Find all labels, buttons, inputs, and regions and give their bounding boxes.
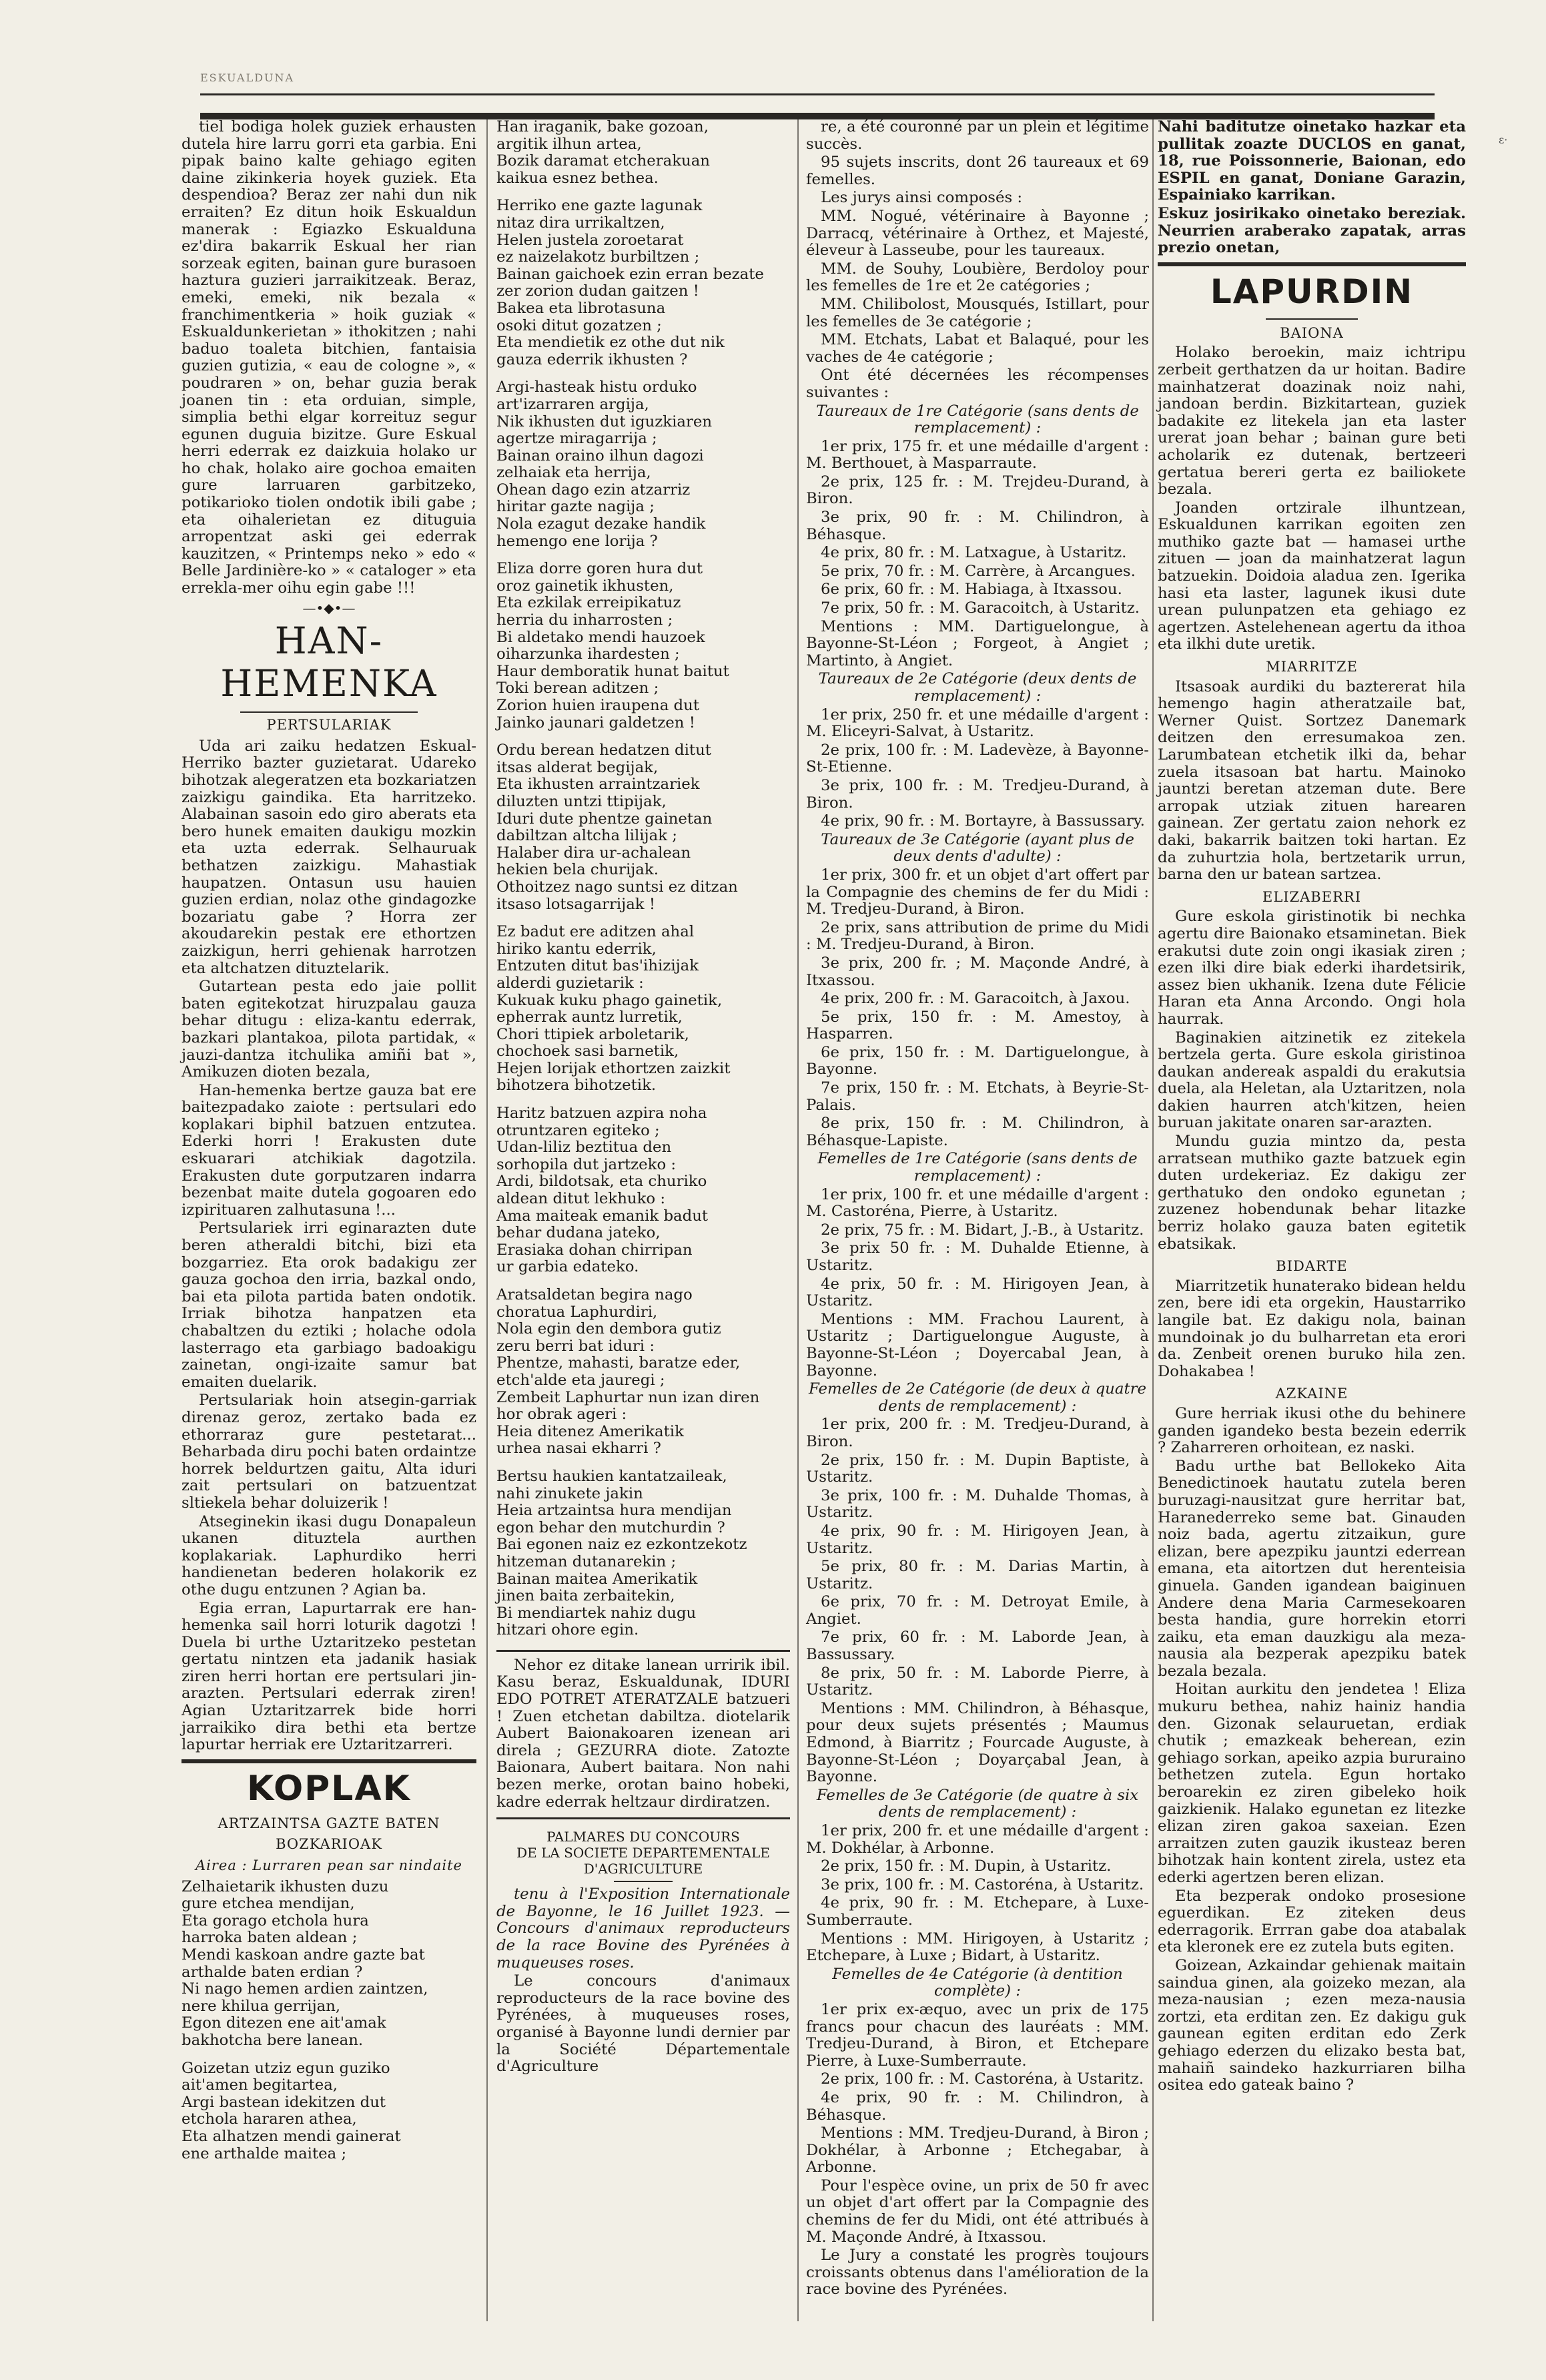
verse-line: itsaso lotsagarrijak ! (496, 895, 656, 913)
verse-line: Chori ttipiek arboletarik, (496, 1025, 689, 1043)
verse-line: herria du inharrosten ; (496, 611, 673, 629)
prize-entry: 6e prix, 60 fr. : M. Habiaga, à Itxassou. (821, 581, 1122, 599)
prize-entry: 4e prix, 90 fr. : M. Chilindron, à Béhasque. (806, 2088, 1149, 2124)
verse-line: Argi-hasteak histu orduko (496, 378, 697, 396)
stanza (496, 561, 790, 731)
verse-line: hitzeman dutanarekin ; (496, 1552, 677, 1570)
verse-line: epherrak auntz lurretik, (496, 1008, 683, 1026)
prize-entry: 2e prix, 150 fr. : M. Dupin, à Ustaritz. (821, 1857, 1112, 1875)
prize-entry: 2e prix, 100 fr. : M. Ladevèze, à Bayonne-St-Etienne. (806, 741, 1149, 776)
prize-entry: 4e prix, 90 fr. : M. Hirigoyen Jean, à Ustaritz. (806, 1522, 1149, 1557)
prize-entry: re, a été couronné par un plein et légitime succès. (806, 118, 1149, 153)
prize-entry: 1er prix, 175 fr. et une médaille d'argent : M. Berthouet, à Masparraute. (806, 437, 1149, 473)
verse-line: Zelhaietarik ikhusten duzu (181, 1877, 389, 1895)
prize-entry: MM. Etchats, Labat et Balaqué, pour les vaches de 4e catégorie ; (806, 331, 1149, 366)
verse-line: Udan-liliz beztitua den (496, 1139, 672, 1157)
prize-entry: 2e prix, sans attribution de prime du Midi : M. Tredjeu-Durand, à Biron. (806, 918, 1149, 954)
verse-line: oroz gainetik ikhusten, (496, 577, 674, 595)
verse-line: Halaber dira ur-achalean (496, 844, 691, 862)
verse-line: hor obrak ageri : (496, 1406, 627, 1424)
verse-line: agertze miragarrija ; (496, 430, 657, 448)
paragraph: Goizean, Azkaindar gehienak maitain saindua ginen, ala goizeko mezan, ala meza-nausian ; ezen meza-nausia zortzi, eta erditan zen. Ez dakigu guk gaunean egiten erditan edo Zerk gehiago ederzen du elizako besta bat, mahaiñ saindeko hazkurriaren bilha ositea edo gateak baino ? (1158, 1956, 1466, 2094)
verse-line: kaikua esnez bethea. (496, 169, 659, 187)
prize-entry: Mentions : MM. Dartiguelongue, à Bayonne-St-Léon ; Forgeot, à Angiet ; Martinto, à Angiet. (806, 617, 1149, 669)
prize-entry: 7e prix, 60 fr. : M. Laborde Jean, à Bassussary. (806, 1628, 1149, 1664)
paragraph: Miarritzetik hunaterako bidean heldu zen, bere idi eta orgekin, Haustarriko langile bat. Ez dakigu nola, bainan mundoinak jo du bulharretan eta erori da. Zenbeit orenen buruko hila zen. Dohakabea ! (1158, 1277, 1466, 1380)
prize-entry: 6e prix, 70 fr. : M. Detroyat Emile, à Angiet. (806, 1593, 1149, 1628)
verse-line: etch'alde eta jauregi ; (496, 1371, 665, 1389)
prize-entry: 5e prix, 80 fr. : M. Darias Martin, à Ustaritz. (806, 1558, 1149, 1592)
paragraph: Gure eskola giristinotik bi nechka agertu dire Baionako etsaminetan. Biek erakutsi dute zoin ongi ikasiak ziren ; ezen ilki dire biak ederki ihardetsirik, assez bien ukhanik. Izena dute Félicie Haran eta Anna Arcondo. Ongi hola haurrak. (1158, 908, 1466, 1028)
verse-line: arthalde baten erdian ? (181, 1963, 363, 1981)
paragraph: Baginakien aitzinetik ez zitekela bertzela gerta. Gure eskola giristinoa daukan andereak aspaldi du erakutsia duela, ala Heletan, ala Uztaritzen, nola dakien haurren atch'kitzen, heien buruan jakitate onaren sar-arazten. (1158, 1028, 1466, 1132)
masthead-rule (200, 71, 1435, 119)
verse-line: nere khilua gerrijan, (181, 1997, 341, 2015)
verse-line: Bainan gaichoek ezin erran bezate (496, 265, 764, 283)
paragraph: tenu à l'Exposition Internationale de Bayonne, le 16 Juillet 1923. — Concours d'animaux reproducteurs de la race Bovine des Pyrénées à muqueuses roses. (496, 1885, 790, 1972)
verse-line: Bertsu haukien kantatzaileak, (496, 1467, 727, 1485)
prize-entry: MM. Nogué, vétérinaire à Bayonne ; Darracq, vétérinaire à Orthez, et Majesté, éleveur à Lasseube, pour les taureaux. (806, 207, 1149, 260)
divider (1158, 262, 1466, 266)
verse-line: Argi bastean idekitzen dut (181, 2093, 386, 2111)
paragraph: tiel bodiga holek guziek erhausten dutela hire larru gorri eta garbia. Eni pipak baino kalte gehiago egiten daine zikinkeria hoyek guziek. Eta despendioa? Beraz zer nahi dun nik erraiten? Ez ditun hoik Eskualdun manerak : Egiazko Eskualduna ez'dira bakarrik Eskual her rian sorzeak egiten, bainan gure burasoen haztura guzieri jarraikitzeak. Beraz, emeki, emeki, nik bezala « franchimentkeria » hoik guziak « Eskualdunkerietan » ithokitzen ; nahi baduo toaleta bitchien, fantaisia guzien gutizia, « eau de cologne », « poudraren » on, behar guzia berak joanen tin : eta orduian, simple, simplia bethi elgar korreituz segur egunen duguia bizitze. Gure Eskual herri ederrak ez daizkuia holako ur ho chak, holako aire gochoa emaiten gure larruaren garbitzeko, potikarioko tiolen ondotik ibili gabe ; eta oihalerietan ez dituguia arropentzat aski gei ederrak kauzitzen, « Printemps neko » edo « Belle Jardinière-ko » « cataloger » eta errekla-mer oihu egin gabe !!! (181, 118, 476, 597)
prize-entry: Pour l'espèce ovine, un prix de 50 fr avec un objet d'art offert par la Compagnie des chemins de fer du Midi, ont été attribués à M. Maçonde André, à Itxassou. (806, 2176, 1149, 2246)
prize-entry: 8e prix, 150 fr. : M. Chilindron, à Béhasque-Lapiste. (806, 1115, 1149, 1149)
verse-line: harroka baten aldean ; (181, 1929, 358, 1947)
prize-entry: Ont été décernées les récompenses suivantes : (806, 366, 1149, 401)
subheading-baiona: BAIONA (1280, 324, 1344, 341)
prize-entry: Mentions : MM. Frachou Laurent, à Ustaritz ; Dartiguelongue Auguste, à Bayonne-St-Léon ; Doyercabal Jean, à Bayonne. (806, 1310, 1149, 1380)
prize-entry: 2e prix, 150 fr. : M. Dupin Baptiste, à Ustaritz. (806, 1451, 1149, 1486)
column-2 (496, 119, 790, 2077)
category-heading: Femelles de 4e Catégorie (à dentition complète) : (832, 1965, 1123, 2000)
verse-line: dabiltzan altcha lilijak ; (496, 827, 677, 845)
verse-line: hiriko kantu ederrik, (496, 940, 657, 958)
verse-line: zer zorion dudan gaitzen ! (496, 282, 699, 300)
verse-line: ur garbia edateko. (496, 1258, 639, 1276)
air-note: Airea : Lurraren pean sar nindaite (196, 1857, 462, 1874)
verse-line: zelhaiak eta herrija, (496, 464, 651, 482)
stanza (181, 1879, 476, 2050)
prize-entry: 1er prix, 200 fr. et une médaille d'argent : M. Dokhélar, à Arbonne. (806, 1822, 1149, 1857)
verse-line: chochoek sasi barnetik, (496, 1043, 679, 1061)
heading-line: PALMARES DU CONCOURS (546, 1829, 740, 1845)
verse-line: Zembeit Laphurtar nun izan diren (496, 1388, 760, 1406)
prize-entry: 4e prix, 90 fr. : M. Bortayre, à Bassussary. (821, 812, 1145, 830)
verse-line: Ohean dago ezin atzarriz (496, 481, 691, 499)
paragraph: Mundu guzia mintzo da, pesta arratsean muthiko gazte batzuek egin duten urdekeriaz. Ez dakigu zer gerthatuko den ondoko egunetan ; zuzenez hobendunak behar litazke berriz holako gauza baten egitetik ebatsikak. (1158, 1133, 1466, 1253)
verse-line: Nola egin den dembora gutiz (496, 1320, 721, 1338)
prize-entry: Mentions : MM. Tredjeu-Durand, à Biron ; Dokhélar, à Arbonne ; Etchegabar, à Arbonne. (806, 2124, 1149, 2176)
verse-line: Erasiaka dohan chirripan (496, 1241, 693, 1259)
prize-entry: 3e prix, 100 fr. : M. Castoréna, à Ustaritz. (821, 1875, 1144, 1893)
subheading-bidarte: BIDARTE (1276, 1258, 1348, 1275)
verse-line: alderdi guzietarik : (496, 974, 644, 992)
section-title-lapurdin: LAPURDIN (1210, 272, 1414, 311)
paragraph: Egia erran, Lapurtarrak ere han-hemenka sail horri loturik dagotzi ! Duela bi urthe Uztaritzeko pestetan gertatu nintzen eta jadanik hasiak ziren herri hortan ere pertsulari jin-arazten. Pertsulari ederrak ziren! Agian Uztaritzarrek bide horri jarraikiko dira bethi eta bertze lapurtar herriak ere Uztaritzarreri. (181, 1599, 476, 1754)
prize-entry: 3e prix, 90 fr. : M. Chilindron, à Béhasque. (806, 509, 1149, 543)
prize-entry: 95 sujets inscrits, dont 26 taureaux et 69 femelles. (806, 154, 1149, 188)
paragraph: Uda ari zaiku hedatzen Eskual-Herriko bazter guzietarat. Udareko bihotzak alegeratzen eta bozkariatzen zaizkigu gaindika. Eta harritzeko. Alabainan sasoin edo giro aberats eta bero hunek emaiten daukigu mozkin eta uzta ederrak. Selhauruak bethatzen zaizkigu. Mahastiak haupatzen. Ontasun usu hauien guzien erdian, nolaz othe gindagozke bozariatu gabe ? Horra zer akoudarekin pestak ere ethortzen zaizkigun, herri gehienak harrotzen eta altchatzen dituztelarik. (181, 737, 477, 977)
verse-line: osoki ditut gozatzen ; (496, 316, 662, 334)
prize-entry: 2e prix, 100 fr. : M. Castoréna, à Ustaritz. (821, 2070, 1144, 2088)
advertisement-box (496, 1650, 790, 1819)
section-title-han-hemenka: HAN-HEMENKA (220, 619, 438, 705)
column-1 (181, 119, 476, 2173)
verse-line: Eta gorago etchola hura (181, 1911, 369, 1929)
verse-line: Bainan oraino ilhun dagozi (496, 447, 704, 465)
verse-line: nahi zinukete jakin (496, 1484, 643, 1502)
verse-line: ait'amen begitartea, (181, 2076, 338, 2094)
verse-line: Haur demboratik hunat baitut (496, 662, 729, 680)
subheading-elizaberri: ELIZABERRI (1262, 888, 1361, 905)
stanza (496, 1468, 790, 1639)
prize-entry: 3e prix 50 fr. : M. Duhalde Etienne, à Ustaritz. (806, 1239, 1149, 1274)
verse-line: behar dudana jateko, (496, 1224, 661, 1242)
verse-line: choratua Laphurdiri, (496, 1303, 658, 1321)
verse-line: hiritar gazte nagija ; (496, 498, 655, 516)
prize-entry: 5e prix, 70 fr. : M. Carrère, à Arcangues. (821, 562, 1136, 580)
paragraph: Badu urthe bat Bellokeko Aita Benedictinoek hautatu zutela beren buruzagi-nausitzat gure herritar bat, Haranederreko seme bat. Ginauden noiz bada, agertu zitzaikun, gure elizan, bere apezpiku jauntzi ederrean emana, eta aitortzen dut herenteisia ginuela. Ganden igandean baiginuen Andere dena Maria Carmesekoaren besta handia, gure horrekin etorri zaiku, eta eman dauzkigu ala meza-nausia ala bezperak apezpiku batek bezala bezala. (1158, 1457, 1466, 1680)
verse-line: Eliza dorre goren hura dut (496, 560, 703, 578)
poem (496, 119, 790, 1639)
verse-line: Hejen lorijak ethortzen zaizkit (496, 1059, 731, 1077)
verse-line: Entzuten ditut bas'ihizijak (496, 957, 699, 975)
prize-entry: Les jurys ainsi composés : (821, 189, 1023, 207)
verse-line: otruntzaren egiteko ; (496, 1121, 660, 1139)
verse-line: urhea nasai ekharri ? (496, 1440, 661, 1458)
verse-line: Eta alhatzen mendi gainerat (181, 2127, 401, 2145)
paragraph: Gutartean pesta edo jaie pollit baten egitekotzat hiruzpalau gauza behar ditugu : eliza-kantu ederrak, bazkari plantakoa, pilota partidak, « jauzi-dantza itchulika amiñi bat », Amikuzen dioten bezala, (181, 978, 476, 1081)
verse-line: Bakea eta librotasuna (496, 299, 666, 317)
verse-line: Bi mendiartek nahiz dugu (496, 1604, 697, 1622)
verse-line: Othoitzez nago suntsi ez ditzan (496, 878, 738, 896)
subheading: BOZKARIOAK (276, 1836, 382, 1853)
prize-entry: 4e prix, 90 fr. : M. Etchepare, à Luxe-Sumberraute. (806, 1894, 1149, 1929)
prize-entry: Mentions : MM. Chilindron, à Béhasque, pour deux sujets présentés ; Maumus Edmond, à Biarritz ; Fourcade Auguste, à Bayonne-St-Léon ; Doyarçabal Jean, à Bayonne. (806, 1699, 1149, 1786)
verse-line: Zorion huien iraupena dut (496, 697, 699, 714)
notice: Eskuz josirikako oinetako bereziak. Neurrien araberako zapatak, arras prezio onetan, (1158, 204, 1466, 257)
category-heading: Femelles de 3e Catégorie (de quatre à six dents de remplacement) : (816, 1786, 1139, 1821)
verse-line: Eta ezkilak erreipikatuz (496, 594, 681, 612)
verse-line: Egon ditezen ene ait'amak (181, 2014, 386, 2032)
verse-line: bakhotcha bere lanean. (181, 2031, 364, 2049)
prize-entry: 1er prix, 100 fr. et une médaille d'argent : M. Castoréna, Pierre, à Ustaritz. (806, 1185, 1149, 1221)
prize-entry: 2e prix, 125 fr. : M. Trejdeu-Durand, à Biron. (806, 473, 1149, 508)
verse-line: gauza ederrik ikhusten ? (496, 350, 688, 368)
verse-line: hemengo ene lorija ? (496, 532, 658, 550)
prize-entry: Le Jury a constaté les progrès toujours croissants obtenus dans l'amélioration de la race bovine des Pyrénées. (806, 2247, 1149, 2299)
paragraph: Nehor ez ditake lanean urririk ibil. Kasu beraz, Eskualdunak, IDURI EDO POTRET ATERATZALE batzueri ! Zuen etchetan dabiltza. diotelarik Aubert Baionakoaren izenean ari direla ; GEZURRA diote. Zatozte Baionara, Aubert baitara. Non nahi bezen merke, orotan baino hobeki, kadre ederrak heltzaur dirdiratzen. (496, 1656, 790, 1811)
prize-entry: Mentions : MM. Hirigoyen, à Ustaritz ; Etchepare, à Luxe ; Bidart, à Ustaritz. (806, 1929, 1149, 1965)
verse-line: Aratsaldetan begira nago (496, 1286, 693, 1303)
paragraph: Gure herriak ikusi othe du behinere ganden igandeko besta bezein ederrik ? Zaharreren orhoitean, ez naski. (1158, 1404, 1466, 1457)
verse-line: Ni nago hemen ardien zaintzen, (181, 1980, 428, 1998)
verse-line: itsas alderat begijak, (496, 758, 659, 776)
ornament-divider: —•◆•— (302, 599, 356, 616)
verse-line: Mendi kaskoan andre gazte bat (181, 1946, 425, 1964)
masthead-shadow-title: ESKUALDUNA (200, 71, 295, 84)
prize-entry: 1er prix, 200 fr. : M. Tredjeu-Durand, à Biron. (806, 1416, 1149, 1450)
verse-line: nitaz dira urrikaltzen, (496, 214, 665, 232)
poem (181, 1879, 476, 2163)
verse-line: aldean ditut lekhuko : (496, 1190, 666, 1208)
column-rule (1152, 119, 1154, 2321)
verse-line: art'izarraren argija, (496, 395, 649, 413)
column-4 (1158, 119, 1466, 2096)
divider (240, 711, 417, 713)
paragraph: Itsasoak aurdiki du baztererat hila hemengo hagin atheratzaile bat, Werner Quist. Sortzez Danemark deitzen den erresumakoa zen. Larumbatean etchetik ilki da, behar zuela itsasoan bat hartu. Mainoko jauntzi beretan atzeman dute. Bere arropak utziak zituen harearen gainean. Zer gertatu zaion nehork ez daki, bakarrik baitzen toki hartan. Ez da zuhurtzia hola, bertzetarik urrun, barna den ur batean sartzea. (1158, 677, 1466, 884)
stanza (496, 198, 790, 368)
prize-entry: 1er prix, 250 fr. et une médaille d'argent : M. Eliceyri-Salvat, à Ustaritz. (806, 705, 1149, 741)
verse-line: ene arthalde maitea ; (181, 2144, 347, 2162)
verse-line: Ama maiteak emanik badut (496, 1207, 709, 1225)
verse-line: Bi aldetako mendi hauzoek (496, 628, 705, 646)
page-mark: ɛ· (1499, 133, 1508, 146)
verse-line: Helen justela zoroetarat (496, 231, 684, 249)
prize-entry: 2e prix, 75 fr. : M. Bidart, J.-B., à Ustaritz. (821, 1221, 1144, 1239)
verse-line: oiharzunka ihardesten ; (496, 645, 680, 663)
prize-entry: 4e prix, 200 fr. : M. Garacoitch, à Jaxou. (821, 990, 1130, 1008)
verse-line: Eta mendietik ez othe dut nik (496, 334, 725, 352)
category-heading: Taureaux de 3e Catégorie (ayant plus de deux dents d'adulte) : (821, 830, 1134, 866)
paragraph: Le concours d'animaux reproducteurs de la race bovine des Pyrénées, à muqueuses roses, organisé à Bayonne lundi dernier par la Société Départementale d'Agriculture (496, 1972, 790, 2076)
stanza (496, 119, 790, 187)
prize-entry: 1er prix, 300 fr. et un objet d'art offert par la Compagnie des chemins de fer du Midi : M. Tredjeu-Durand, à Biron. (806, 866, 1149, 918)
column-3 (806, 119, 1149, 2300)
verse-line: Ardi, bildotsak, eta churiko (496, 1173, 707, 1191)
stanza (496, 742, 790, 913)
prize-entry: 3e prix, 100 fr. : M. Tredjeu-Durand, à Biron. (806, 776, 1149, 812)
paragraph: Pertsulariek irri eginarazten dute beren atheraldi bitchi, bizi eta bozgarriez. Eta orok badakigu zer gauza gochoa den irria, bazkal ondo, bai eta pilota partida baten ondotik. Irriak bihotza hanpatzen eta chabaltzen du eztiki ; holache odola lasterrago eta garbiago badoakigu zainetan, ongi-izaite samur bat emaiten duelarik. (181, 1219, 476, 1391)
stanza (496, 1105, 790, 1276)
paragraph: Han-hemenka bertze gauza bat ere baitezpadako zaiote : pertsulari edo koplakari biphil batzuen entzutea. Ederki horri ! Erakusten dute eskuarari atchikiak dagotzila. Erakusten dute gorputzaren indarra bezenbat maite dutela gogoaren edo izpirituaren zalhutasuna !... (181, 1081, 476, 1219)
subheading-pertsulariak: PERTSULARIAK (266, 717, 392, 733)
paragraph: Atseginekin ikasi dugu Donapaleun ukanen dituztela aurthen koplakariak. Laphurdiko herri handienetan bederen holakorik ez othe dugu entzunen ? Agian ba. (181, 1512, 476, 1598)
divider (1266, 318, 1359, 320)
verse-line: Iduri dute phentze gainetan (496, 810, 713, 828)
verse-line: Nola ezagut dezake handik (496, 515, 706, 533)
verse-line: Phentze, mahasti, baratze eder, (496, 1354, 741, 1372)
verse-line: Kukuak kuku phago gainetik, (496, 991, 723, 1009)
paragraph: Hoitan aurkitu den jendetea ! Eliza mukuru bethea, nahiz hainiz handia den. Gizonak selauruetan, erdiak chutik ; emazkeak beherean, ezin gehiago sorkan, apeiko azpia bururaino bethetzen zutela. Egun hortako beroarekin ez ziren gibeleko hoik gaizkienik. Halako egunetan ez litezke elizan ziren gakoa saxeian. Ezen arraitzen zuten gauzik ikusteaz beren bihotzak hain kontent zirela, ustez eta ederki agertzen beren elizan. (1158, 1681, 1466, 1886)
stanza (181, 2060, 476, 2163)
section-title-koplak: KOPLAK (247, 1768, 411, 1809)
category-heading: Taureaux de 2e Catégorie (deux dents de remplacement) : (818, 670, 1137, 705)
divider (181, 1759, 476, 1763)
verse-line: sorhopila dut jartzeko : (496, 1155, 677, 1173)
heading-palmares (496, 1829, 790, 1877)
paragraph: Eta bezperak ondoko prosesione eguerdikan. Ez ziteken deus ederragorik. Errran gabe doa atabalak eta kleronek ere ez zutela buts egiten. (1158, 1887, 1466, 1956)
heading-line: D'AGRICULTURE (583, 1861, 703, 1877)
prize-entry: 5e prix, 150 fr. : M. Amestoy, à Hasparren. (806, 1008, 1149, 1043)
notice: Nahi baditutze oinetako hazkar eta pullitak zoazte DUCLOS en ganat, 18, rue Poissonnerie, Baionan, edo ESPIL en ganat, Doniane Garazin, Espainiako karrikan. (1158, 118, 1466, 204)
verse-line: egon behar den mutchurdin ? (496, 1518, 725, 1536)
stanza (496, 924, 790, 1095)
prize-entry: 3e prix, 100 fr. : M. Duhalde Thomas, à Ustaritz. (806, 1486, 1149, 1522)
category-heading: Femelles de 2e Catégorie (de deux à quatre dents de remplacement) : (808, 1380, 1147, 1415)
verse-line: argitik ilhun artea, (496, 135, 642, 153)
subheading: ARTZAINTSA GAZTE BATEN (218, 1815, 440, 1831)
verse-line: diluzten untzi ttipijak, (496, 792, 667, 810)
prize-entry: 6e prix, 150 fr. : M. Dartiguelongue, à Bayonne. (806, 1043, 1149, 1079)
verse-line: Nik ikhusten dut iguzkiaren (496, 412, 713, 430)
verse-line: Jainko jaunari galdetzen ! (496, 713, 695, 731)
verse-line: Bozik daramat etcherakuan (496, 152, 710, 170)
divider (614, 1881, 673, 1882)
verse-line: Haritz batzuen azpira noha (496, 1105, 707, 1123)
heading-line: DE LA SOCIETE DEPARTEMENTALE (516, 1845, 770, 1861)
verse-line: Herriko ene gazte lagunak (496, 197, 703, 215)
prize-entry: 7e prix, 50 fr. : M. Garacoitch, à Ustaritz. (821, 599, 1140, 617)
verse-line: Heia artzaintsa hura mendijan (496, 1502, 732, 1520)
prize-entry: 4e prix, 50 fr. : M. Hirigoyen Jean, à Ustaritz. (806, 1275, 1149, 1310)
prize-entry: 7e prix, 150 fr. : M. Etchats, à Beyrie-St-Palais. (806, 1079, 1149, 1114)
verse-line: hitzari ohore egin. (496, 1621, 639, 1639)
verse-line: bihotzera bihotzetik. (496, 1077, 657, 1095)
verse-line: hekien bela churijak. (496, 861, 659, 879)
verse-line: Toki berean aditzen ; (496, 679, 659, 697)
paragraph: Holako beroekin, maiz ichtripu zerbeit gerthatzen da ur hoitan. Badire mainhatzerat doazinak noiz nahi, jandoan berdin. Bizkitartean, guziek badakite ez litekela jan eta laster urerat joan behar ; bainan gure beti acholarik ez dutenak, bertzeeri gertatua bereri gerta ez bailiokete bezala. (1158, 344, 1466, 499)
prize-entry: 4e prix, 80 fr. : M. Latxague, à Ustaritz. (821, 544, 1127, 562)
prize-entry: 3e prix, 200 fr. ; M. Maçonde André, à Itxassou. (806, 954, 1149, 989)
stanza (496, 379, 790, 550)
verse-line: jinen baita zerbaitekin, (496, 1587, 675, 1605)
verse-line: Bainan maitea Amerikatik (496, 1570, 698, 1588)
verse-line: Eta ikhusten arraintzariek (496, 776, 700, 794)
verse-line: Heia ditenez Amerikatik (496, 1422, 684, 1440)
subheading-azkaine: AZKAINE (1275, 1386, 1348, 1402)
prize-entry: MM. de Souhy, Loubière, Berdoloy pour les femelles de 1re et 2e catégories ; (806, 260, 1149, 295)
verse-line: Bai egonen naiz ez ezkontzekotz (496, 1536, 747, 1554)
paragraph: Joanden ortzirale ilhuntzean, Eskualdunen karrikan egoiten zen muthiko gazte bat — hamasei urthe zituen — joan da mainhatzerat lagun batzuekin. Doidoia aladua zen. Igerika hasi eta laster, lagunek ikusi dute urean pulunpatzen eta gehiago ez agertzen. Astelehenean agertu da ithoa eta ilkhi dute uretik. (1158, 499, 1466, 653)
prize-entry: MM. Chilibolost, Mousqués, Istillart, pour les femelles de 3e catégorie ; (806, 295, 1149, 330)
verse-line: etchola hararen athea, (181, 2110, 357, 2128)
column-rule (486, 119, 488, 2321)
prize-entry: 1er prix ex-æquo, avec un prix de 175 francs pour chacun des lauréats : MM. Tredjeu-Durand, à Biron, et Etchepare Pierre, à Luxe-Sumberraute. (806, 2000, 1149, 2070)
verse-line: Goizetan utziz egun guziko (181, 2059, 390, 2077)
prize-entry: 8e prix, 50 fr. : M. Laborde Pierre, à Ustaritz. (806, 1664, 1149, 1699)
subheading-miarritze: MIARRITZE (1266, 659, 1358, 675)
verse-line: zeru berri bat iduri : (496, 1337, 655, 1355)
verse-line: Han iraganik, bake gozoan, (496, 118, 709, 135)
category-heading: Femelles de 1re Catégorie (sans dents de remplacement) : (817, 1150, 1138, 1185)
verse-line: ez naizelakotz burbiltzen ; (496, 248, 700, 266)
verse-line: Ordu berean hedatzen ditut (496, 741, 711, 760)
paragraph: Pertsulariak hoin atsegin-garriak direnaz geroz, zertako bada ez ethorraraz gure pestetarat... Beharbada diru pochi baten ordaintze horrek beldurtzen gaitu, Alta iduri zait pertsulari on batzuentzat sltiekela behar doluizerik ! (181, 1392, 476, 1512)
verse-line: gure etchea mendijan, (181, 1895, 355, 1913)
verse-line: Ez badut ere aditzen ahal (496, 923, 695, 941)
column-rule (797, 119, 799, 2321)
category-heading: Taureaux de 1re Catégorie (sans dents de remplacement) : (816, 402, 1139, 437)
stanza (496, 1287, 790, 1458)
